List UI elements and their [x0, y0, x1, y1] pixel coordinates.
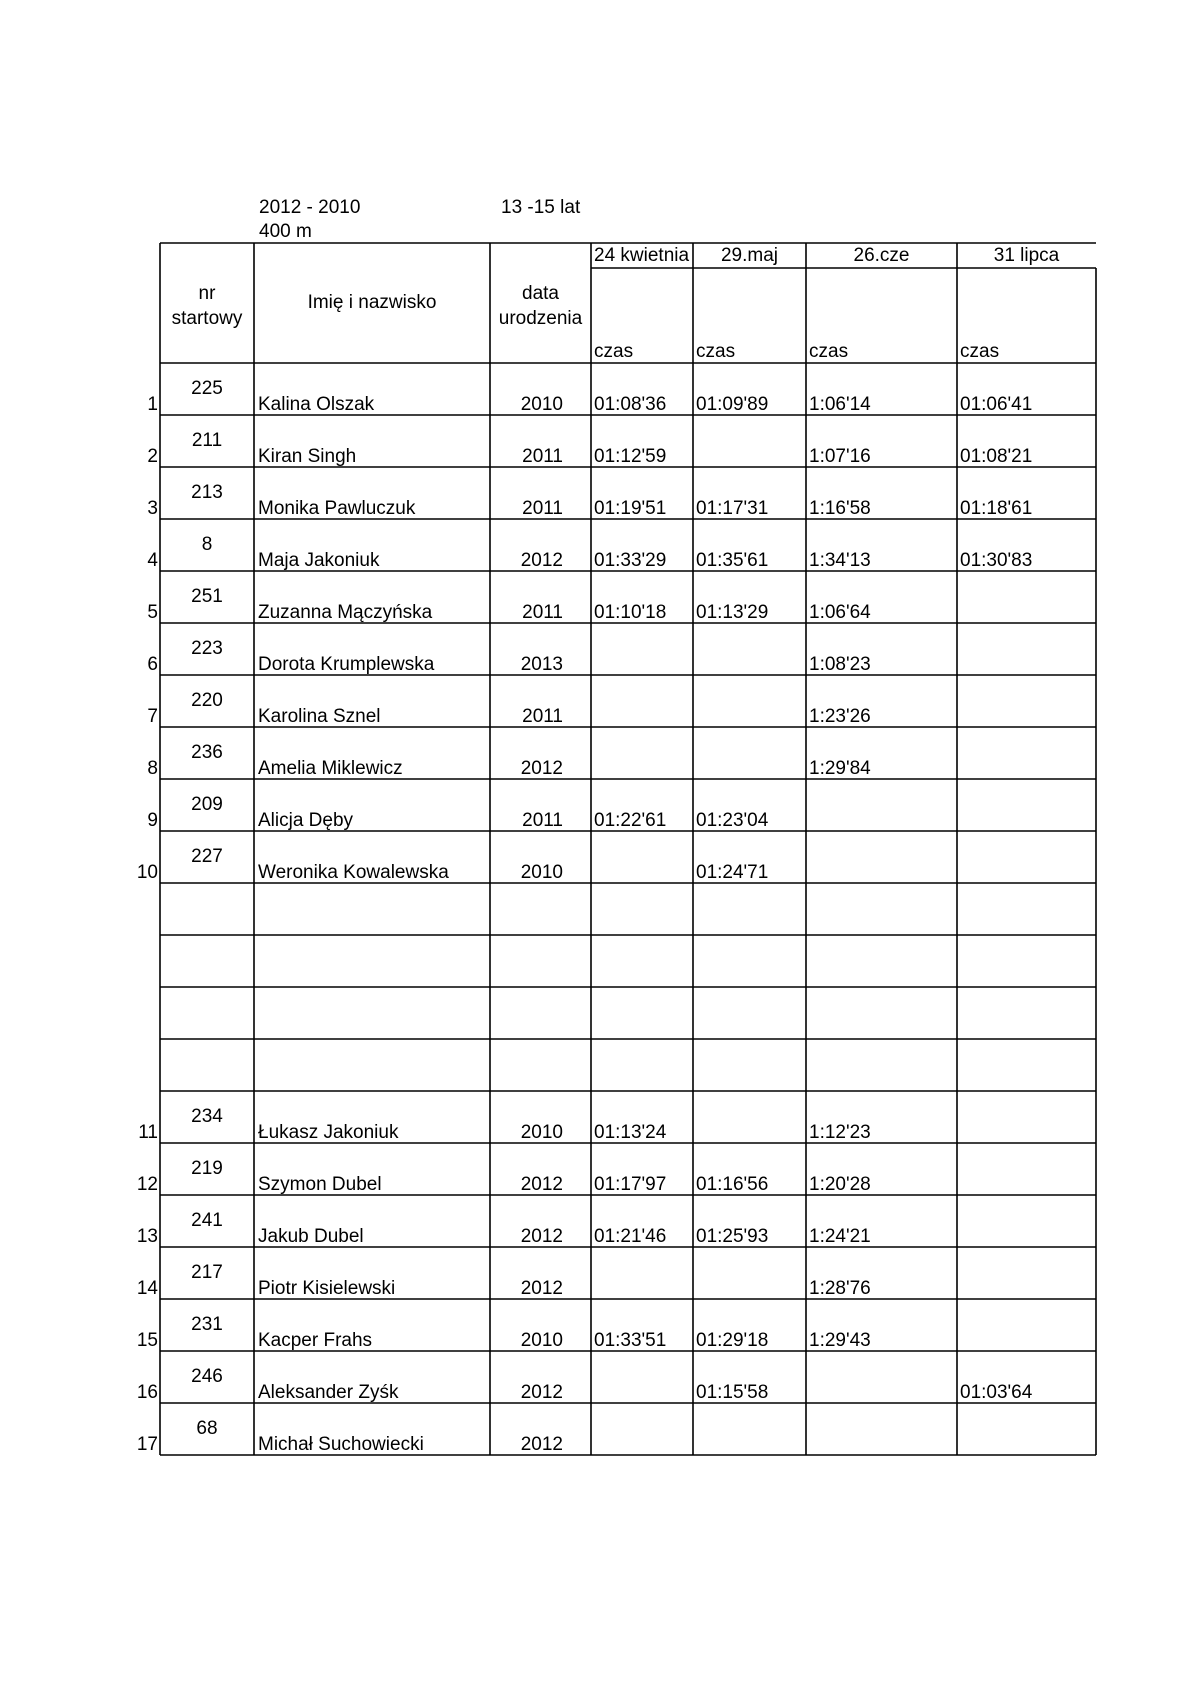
athlete-name: Amelia Miklewicz [258, 758, 403, 779]
race-time: 01:17'97 [594, 1174, 667, 1195]
time-label: czas [696, 341, 736, 362]
athlete-name: Łukasz Jakoniuk [258, 1122, 399, 1143]
column-header-name: Imię i nazwisko [307, 292, 437, 313]
start-number: 251 [191, 586, 223, 607]
row-index: 4 [147, 550, 158, 571]
race-time: 01:33'51 [594, 1330, 667, 1351]
row-index: 12 [136, 1174, 158, 1195]
race-time: 01:24'71 [696, 862, 769, 883]
start-number: 211 [191, 430, 223, 451]
date-header: 26.cze [853, 245, 910, 266]
birth-year: 2012 [520, 1226, 563, 1247]
race-time: 01:35'61 [696, 550, 769, 571]
time-label: czas [594, 341, 634, 362]
race-time: 1:29'43 [809, 1330, 871, 1351]
row-index: 13 [136, 1226, 158, 1247]
row-index: 14 [136, 1278, 158, 1299]
race-time: 01:18'61 [960, 498, 1033, 519]
birth-year: 2013 [520, 654, 563, 675]
row-index: 7 [147, 706, 158, 727]
athlete-name: Kiran Singh [258, 446, 357, 467]
athlete-name: Aleksander Zyśk [258, 1382, 399, 1403]
birth-year: 2012 [520, 1434, 563, 1455]
athlete-name: Dorota Krumplewska [258, 654, 435, 675]
race-time: 01:30'83 [960, 550, 1033, 571]
race-time: 01:19'51 [594, 498, 667, 519]
athlete-name: Kalina Olszak [258, 394, 375, 415]
row-index: 15 [136, 1330, 158, 1351]
start-number: 220 [191, 690, 223, 711]
athlete-name: Zuzanna Mączyńska [258, 602, 433, 623]
header-distance: 400 m [259, 221, 312, 242]
athlete-name: Szymon Dubel [258, 1174, 382, 1195]
race-time: 01:12'59 [594, 446, 667, 467]
race-time: 01:16'56 [696, 1174, 769, 1195]
race-time: 1:06'14 [809, 394, 871, 415]
start-number: 227 [191, 846, 223, 867]
start-number: 219 [191, 1158, 223, 1179]
athlete-name: Maja Jakoniuk [258, 550, 380, 571]
start-number: 223 [191, 638, 223, 659]
row-index: 11 [138, 1122, 158, 1143]
race-time: 01:15'58 [696, 1382, 769, 1403]
birth-year: 2010 [520, 862, 563, 883]
athlete-name: Karolina Sznel [258, 706, 381, 727]
race-time: 01:23'04 [696, 810, 769, 831]
race-time: 1:24'21 [809, 1226, 871, 1247]
header-age-group: 13 -15 lat [501, 197, 581, 218]
race-time: 01:33'29 [594, 550, 667, 571]
row-index: 2 [147, 446, 158, 467]
date-header: 24 kwietnia [594, 245, 690, 266]
race-time: 1:12'23 [809, 1122, 871, 1143]
race-time: 1:34'13 [809, 550, 871, 571]
start-number: 217 [191, 1262, 223, 1283]
birth-year: 2010 [520, 1330, 563, 1351]
birth-year: 2011 [522, 706, 563, 727]
row-index: 5 [147, 602, 158, 623]
athlete-name: Kacper Frahs [258, 1330, 373, 1351]
race-time: 1:08'23 [809, 654, 871, 675]
race-time: 01:13'29 [696, 602, 769, 623]
start-number: 68 [196, 1418, 218, 1439]
athlete-name: Piotr Kisielewski [258, 1278, 396, 1299]
row-index: 9 [147, 810, 158, 831]
row-index: 6 [147, 654, 158, 675]
birth-year: 2011 [522, 810, 563, 831]
race-time: 01:10'18 [594, 602, 667, 623]
header-years: 2012 - 2010 [259, 197, 361, 218]
athlete-name: Weronika Kowalewska [258, 862, 449, 883]
column-header-birth-date: data urodzenia [498, 283, 583, 329]
race-time: 01:25'93 [696, 1226, 769, 1247]
race-time: 01:29'18 [696, 1330, 769, 1351]
race-time: 01:06'41 [960, 394, 1033, 415]
start-number: 241 [191, 1210, 223, 1231]
race-time: 1:20'28 [809, 1174, 871, 1195]
start-number: 213 [191, 482, 223, 503]
race-time: 1:07'16 [809, 446, 871, 467]
birth-year: 2012 [520, 758, 563, 779]
race-time: 01:08'36 [594, 394, 667, 415]
column-header-start-number: nr startowy [171, 283, 243, 329]
birth-year: 2011 [522, 498, 563, 519]
row-index: 1 [147, 394, 158, 415]
birth-year: 2010 [520, 394, 563, 415]
start-number: 209 [191, 794, 223, 815]
date-header: 29.maj [720, 245, 779, 266]
birth-year: 2011 [522, 446, 563, 467]
race-time: 01:21'46 [594, 1226, 667, 1247]
race-time: 01:13'24 [594, 1122, 667, 1143]
race-time: 1:06'64 [809, 602, 871, 623]
race-time: 1:28'76 [809, 1278, 871, 1299]
row-index: 8 [147, 758, 158, 779]
row-index: 17 [136, 1434, 158, 1455]
start-number: 246 [191, 1366, 223, 1387]
birth-year: 2012 [520, 1174, 563, 1195]
start-number: 231 [191, 1314, 223, 1335]
time-label: czas [960, 341, 1000, 362]
time-label: czas [809, 341, 849, 362]
date-header: 31 lipca [993, 245, 1060, 266]
start-number: 8 [201, 534, 213, 555]
race-time: 01:17'31 [696, 498, 769, 519]
row-index: 16 [136, 1382, 158, 1403]
birth-year: 2012 [520, 550, 563, 571]
start-number: 225 [191, 378, 223, 399]
start-number: 236 [191, 742, 223, 763]
race-time: 01:22'61 [594, 810, 667, 831]
race-time: 01:03'64 [960, 1382, 1033, 1403]
row-index: 3 [147, 498, 158, 519]
race-time: 1:23'26 [809, 706, 871, 727]
birth-year: 2012 [520, 1382, 563, 1403]
athlete-name: Michał Suchowiecki [258, 1434, 424, 1455]
athlete-name: Monika Pawluczuk [258, 498, 416, 519]
race-time: 1:16'58 [809, 498, 871, 519]
birth-year: 2012 [520, 1278, 563, 1299]
birth-year: 2010 [520, 1122, 563, 1143]
athlete-name: Alicja Dęby [258, 810, 354, 831]
start-number: 234 [191, 1106, 223, 1127]
birth-year: 2011 [522, 602, 563, 623]
race-time: 1:29'84 [809, 758, 871, 779]
race-time: 01:09'89 [696, 394, 769, 415]
race-time: 01:08'21 [960, 446, 1033, 467]
row-index: 10 [136, 862, 158, 883]
athlete-name: Jakub Dubel [258, 1226, 364, 1247]
